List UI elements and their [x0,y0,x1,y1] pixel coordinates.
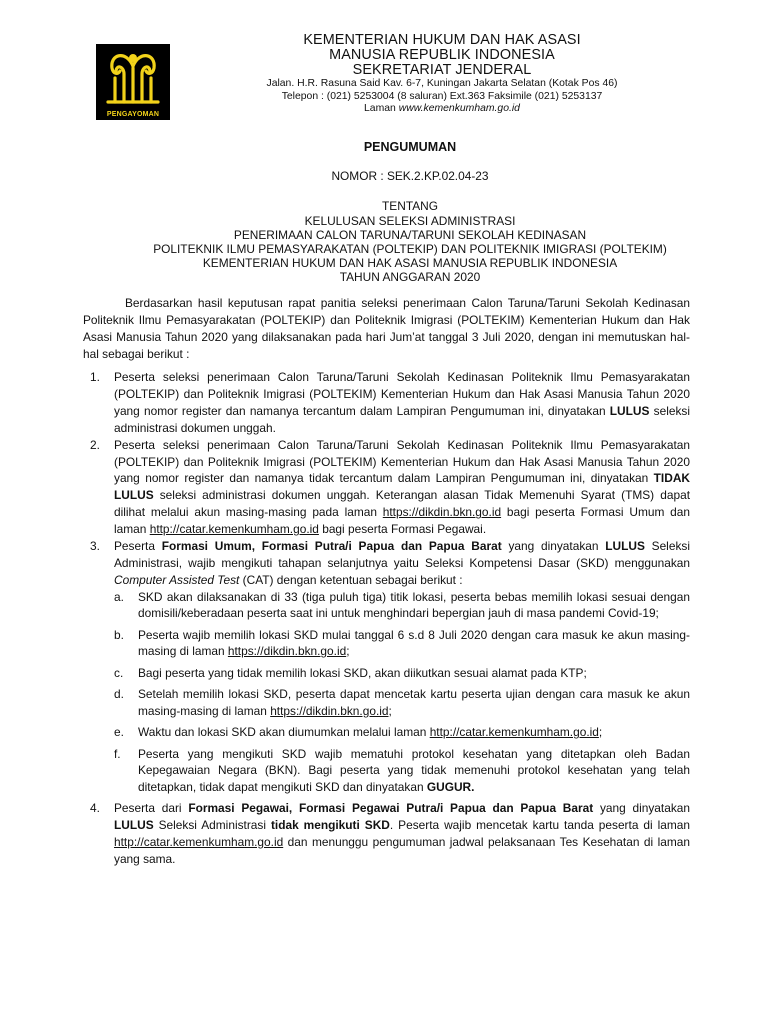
item-number: 4. [90,801,100,816]
item-bold: Formasi Pegawai, Formasi Pegawai Putra/i Papua dan Papua Barat [188,801,594,816]
item-text: yang dinyatakan [501,539,606,554]
sub-text: SKD akan dilaksanakan di 33 (tiga puluh tiga) titik lokasi, peserta bebas memilih lokasi sesuai dengan domisili/keberadaan peserta saat ini untuk menghindari bepergian jauh di masa pandemi Covid-19; [138,589,690,621]
subject-line: TAHUN ANGGARAN 2020 [339,270,481,284]
item-number: 3. [90,539,100,554]
subject-block [60,214,760,284]
sub-item [114,686,690,719]
sub-item [114,627,690,660]
letterhead-address: Jalan. H.R. Rasuna Said Kav. 6-7, Kuningan Jakarta Selatan (Kotak Pos 46) [266,78,618,89]
dikdin-link[interactable]: https://dikdin.bkn.go.id [270,703,389,718]
item-text: Peserta [114,539,162,554]
sub-item [114,746,690,796]
dikdin-link[interactable]: https://dikdin.bkn.go.id [227,644,347,659]
item-text: Peserta dari [114,801,189,816]
dikdin-link[interactable]: https://dikdin.bkn.go.id [382,505,502,520]
item-text: (CAT) dengan ketentuan sebagai berikut : [239,572,463,587]
sub-text: ; [598,725,603,740]
item-bold: tidak mengikuti SKD [270,818,390,833]
catar-link[interactable]: http://catar.kemenkumham.go.id [429,725,599,740]
item-bold: LULUS [609,403,650,418]
list-item [90,369,690,437]
list-item [90,437,690,538]
pengayoman-emblem-icon [96,44,170,120]
sub-text: ; [388,703,392,718]
letterhead-line-3: SEKRETARIAT JENDERAL [352,62,532,78]
list-item [90,538,690,795]
decision-list [90,369,690,868]
sub-item [114,589,690,622]
letterhead-line-1: KEMENTERIAN HUKUM DAN HAK ASASI [303,32,581,48]
item-bold: Formasi Umum, Formasi Putra/i Papua dan Papua Barat [161,539,502,554]
letterhead-phone: Telepon : (021) 5253004 (8 saluran) Ext.363 Faksimile (021) 5253137 [281,90,603,102]
item-text: bagi peserta Formasi Umum dan laman [114,505,691,537]
sub-item [114,665,690,682]
catar-link[interactable]: http://catar.kemenkumham.go.id [114,835,284,850]
item-bold: LULUS [114,818,154,833]
item-text: Peserta seleksi penerimaan Calon Taruna/Taruni Sekolah Kedinasan Politeknik Ilmu Pemasyarakatan (POLTEKIP) dan Politeknik Imigrasi (POLTEKIM) Kementerian Hukum dan Hak Asasi Manusia Tahun 2020 yang nomor register dan namanya tidak tercantum dalam Lampiran Pengumuman ini, dinyatakan [114,437,690,486]
logo-caption: PENGAYOMAN [106,111,160,118]
item-italic: Computer Assisted Test [114,572,240,587]
subject-line: PENERIMAAN CALON TARUNA/TARUNI SEKOLAH KEDINASAN [233,228,587,242]
website-label: Laman [364,103,396,114]
sub-text: Waktu dan lokasi SKD akan diumumkan melalui laman [138,725,430,740]
item-text: Seleksi Administrasi [153,818,271,833]
item-text: dan menunggu pengumuman jadwal pelaksanaan Tes Kesehatan di laman yang sama. [114,835,690,866]
sub-text: ; [346,644,350,659]
document-number: NOMOR : SEK.2.KP.02.04-23 [331,169,489,183]
letterhead-line-2: MANUSIA REPUBLIK INDONESIA [329,47,555,63]
item-bold: TIDAK LULUS [114,471,690,503]
subject-line: POLITEKNIK ILMU PEMASYARAKATAN (POLTEKIP) DAN POLITEKNIK IMIGRASI (POLTEKIM) [153,242,667,256]
item-number: 1. [90,370,100,384]
sub-letter: a. [114,589,124,604]
subject-line: KEMENTERIAN HUKUM DAN HAK ASASI MANUSIA REPUBLIK INDONESIA [202,256,618,270]
catar-link[interactable]: http://catar.kemenkumham.go.id [149,522,319,537]
letterhead-website [200,103,684,116]
sub-letter: d. [114,687,124,702]
letterhead [200,33,684,116]
item-text: yang dinyatakan [593,801,690,816]
sub-letter: e. [114,725,124,740]
item-bold: LULUS [605,539,645,554]
item-text: bagi peserta Formasi Pegawai. [318,522,487,537]
about-label: TENTANG [382,199,438,213]
item-text: . Peserta wajib mencetak kartu tanda peserta di laman [389,818,690,833]
item-text: Seleksi Administrasi, wajib mengikuti tahapan selanjutnya yaitu Seleksi Kompetensi Dasar (SKD) menggunakan [114,539,690,570]
sub-letter: b. [114,627,124,642]
item-number: 2. [90,437,100,452]
document-title: PENGUMUMAN [363,140,457,154]
sub-letter: f. [114,746,121,761]
sub-text: Bagi peserta yang tidak memilih lokasi SKD, akan diikutkan sesuai alamat pada KTP; [138,665,587,680]
item-text: Peserta seleksi penerimaan Calon Taruna/Taruni Sekolah Kedinasan Politeknik Ilmu Pemasyarakatan (POLTEKIP) dan Politeknik Imigrasi (POLTEKIM) Kementerian Hukum dan Hak Asasi Manusia Tahun 2020 yang nomor register dan namanya tercantum dalam Lampiran Pengumuman ini, dinyatakan [114,370,690,418]
sub-item [114,724,690,741]
sub-text: Setelah memilih lokasi SKD, peserta dapat mencetak kartu peserta ujian dengan cara masuk ke akun masing-masing di laman [138,687,690,718]
ministry-logo [96,44,170,120]
subject-line: KELULUSAN SELEKSI ADMINISTRASI [304,214,516,228]
item-text: seleksi administrasi dokumen unggah. Keterangan alasan Tidak Memenuhi Syarat (TMS) dapat dilihat melalui akun masing-masing pada laman [114,488,690,520]
sub-bold: GUGUR. [426,779,475,794]
website-url: www.kemenkumham.go.id [398,103,520,114]
item-text: seleksi administrasi dokumen unggah. [114,403,690,435]
intro-paragraph: Berdasarkan hasil keputusan rapat panitia seleksi penerimaan Calon Taruna/Taruni Sekolah Kedinasan Politeknik Ilmu Pemasyarakatan (POLTEKIP) dan Politeknik Imigrasi (POLTEKIM) Kementerian Hukum dan Hak Asasi Manusia Tahun 2020 yang dilaksanakan pada hari Jum’at tanggal 3 Juli 2020, dengan ini memutuskan hal-hal sebagai berikut : [83,296,690,361]
list-item [90,800,690,868]
sub-text: Peserta wajib memilih lokasi SKD mulai tanggal 6 s.d 8 Juli 2020 dengan cara masuk ke akun masing-masing di laman [138,627,690,659]
sub-letter: c. [114,665,124,680]
sub-text: Peserta yang mengikuti SKD wajib mematuhi protokol kesehatan yang ditetapkan oleh Badan Kepegawaian Negara (BKN). Bagi peserta yang tidak memenuhi protokol kesehatan yang telah ditetapkan, tidak dapat mengikuti SKD dan dinyatakan [138,746,690,794]
